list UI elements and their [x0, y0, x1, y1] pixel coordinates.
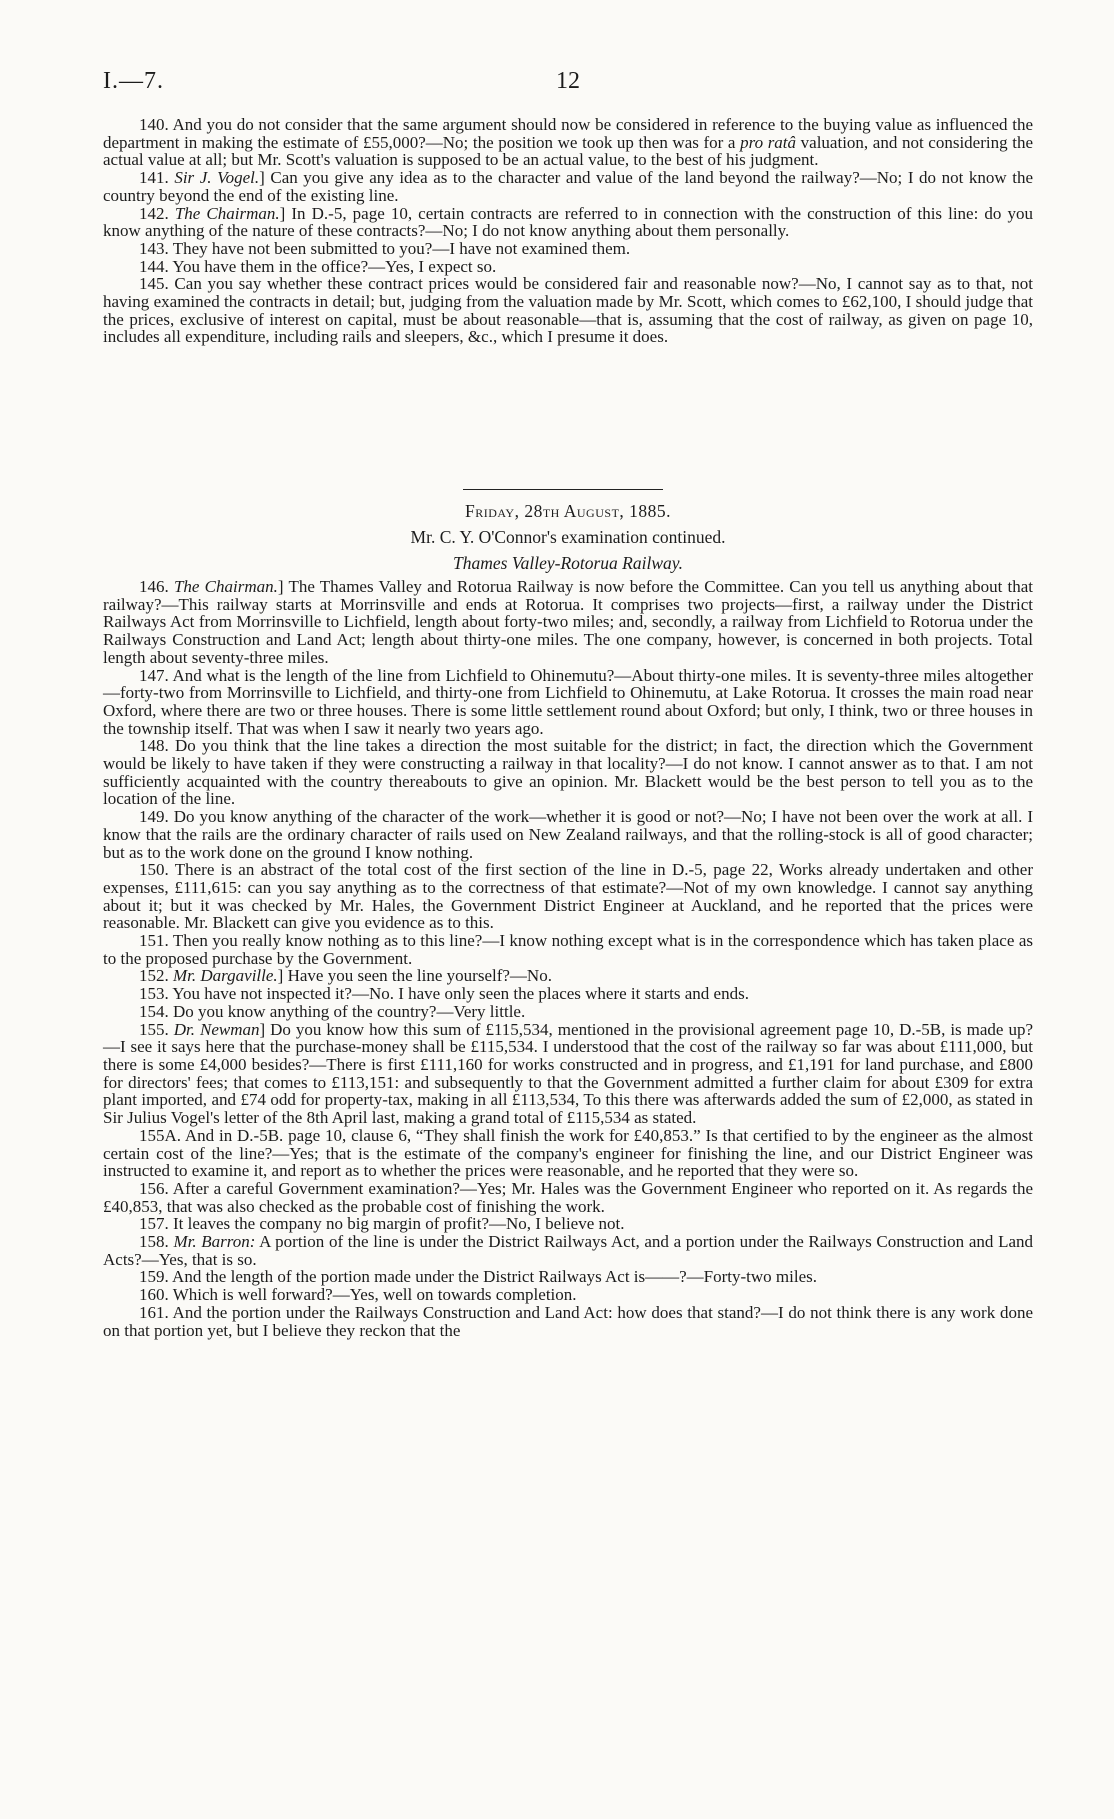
railway-subtitle: Thames Valley-Rotorua Railway.: [453, 553, 683, 573]
sitting-date: Friday, 28th August, 1885.: [464, 501, 672, 521]
paragraph: 141. Sir J. Vogel.] Can you give any idea as to the character and value of the land beyond the railway?—No; I do not know the country beyond the end of the existing line.: [103, 168, 1034, 205]
paragraph: 151. Then you really know nothing as to this line?—I know nothing except what is in the correspondence which has taken place as to the proposed purchase by the Government.: [103, 931, 1033, 968]
evidence-block-1: [103, 116, 1033, 346]
paragraph: 158. Mr. Barron: A portion of the line is under the District Railways Act, and a portion under the Railways Construction and Land Acts?—Yes, that is so.: [103, 1232, 1034, 1269]
paragraph: 145. Can you say whether these contract prices would be considered fair and reasonable now?—No, I cannot say as to that, not having examined the contracts in detail; but, judging from the valuation made by Mr. Scott, which comes to £62,100, I should judge that the prices, exclusive of interest on capital, must be about reasonable—that is, assuming that the cost of railway, as given on page 10, includes all expenditure, including rails and sleepers, &c., which I presume it does.: [103, 274, 1033, 347]
paragraph: 149. Do you know anything of the character of the work—whether it is good or not?—No; I have not been over the work at all. I know that the rails are the ordinary character of rails used on New Zealand railways, and that the rolling-stock is all of good character; but as to the work done on the ground I know nothing.: [103, 807, 1033, 862]
paragraph: 146. The Chairman.] The Thames Valley and Rotorua Railway is now before the Committee. Can you tell us anything about that railway?—This railway starts at Morrinsville and ends at Rotorua. It comprises two projects—first, a railway under the District Railways Act from Morrinsville to Lichfield, length about forty-two miles; and, secondly, a railway from Lichfield to Rotorua under the Railways Construction and Land Act; length about thirty-one miles. The one company, however, is concerned in both projects. Total length about seventy-three miles.: [103, 577, 1034, 667]
paragraph: 155. Dr. Newman] Do you know how this sum of £115,534, mentioned in the provisional agreement page 10, D.-5B, is made up?—I see it says here that the purchase-money shall be £115,534. I understood that the cost of the railway so far was about £111,000, but there is some £4,000 besides?—There is first £111,160 for works constructed and in progress, and £1,191 for land purchase, and £800 for directors' fees; that comes to £113,151: and subsequently to that the Government admitted a further claim for about £309 for extra plant imported, and £74 odd for property-tax, making in all £113,534, To this there was afterwards added the sum of £2,000, as stated in Sir Julius Vogel's letter of the 8th April last, making a grand total of £115,534 as stated.: [103, 1019, 1034, 1128]
paragraph: 142. The Chairman.] In D.-5, page 10, certain contracts are referred to in connection with the construction of this line: do you know anything of the nature of these contracts?—No; I do not know anything about them personally.: [103, 203, 1033, 241]
paragraph: 152. Mr. Dargaville.] Have you seen the line yourself?—No.: [139, 966, 552, 986]
paragraph: 161. And the portion under the Railways Construction and Land Act: how does that stand?—I do not think there is any work done on that portion yet, but I believe they reckon that the: [103, 1302, 1033, 1340]
paragraph: 144. You have them in the office?—Yes, I expect so.: [139, 256, 497, 276]
paragraph: 155A. And in D.-5B. page 10, clause 6, “They shall finish the work for £40,853.” Is that certified to by the engineer as the almost certain cost of the line?—Yes; that is the estimate of the company's engineer for finishing the line, and our District Engineer was instructed to examine it, and report as to whether the prices were reasonable, and he reported that they were so.: [103, 1125, 1033, 1181]
paragraph: 157. It leaves the company no big margin of profit?—No, I believe not.: [139, 1214, 625, 1234]
paragraph: 160. Which is well forward?—Yes, well on towards completion.: [139, 1285, 577, 1305]
paragraph: 154. Do you know anything of the country?—Very little.: [139, 1001, 526, 1021]
paragraph: 147. And what is the length of the line from Lichfield to Ohinemutu?—About thirty-one miles. It is seventy-three miles altogether—forty-two from Morrinsville to Lichfield, and thirty-one from Lichfield to Ohinemutu, at Lake Rotorua. It crosses the main road near Oxford, where there are two or three houses. There is some little settlement round about Oxford; but only, I think, two or three houses in the township itself. That was when I saw it nearly two years ago.: [103, 665, 1033, 738]
evidence-block-2: [103, 578, 1033, 1339]
paragraph: 159. And the length of the portion made under the District Railways Act is——?—Forty-two miles.: [139, 1267, 818, 1287]
paragraph: 153. You have not inspected it?—No. I have only seen the places where it starts and ends.: [139, 984, 749, 1004]
document-reference: I.—7.: [103, 68, 164, 94]
paragraph: 150. There is an abstract of the total cost of the first section of the line in D.-5, page 22, Works already undertaken and other expenses, £111,615: can you say anything as to the correctness of that estimate?—Not of my own knowledge. I cannot say anything about it; but it was checked by Mr. Hales, the Government District Engineer at Auckland, and he reported that the prices were reasonable. Mr. Blackett can give you evidence as to this.: [103, 860, 1033, 933]
section-divider: [463, 489, 663, 490]
paragraph: 148. Do you think that the line takes a direction the most suitable for the district; in fact, the direction which the Government would be likely to have taken if they were constructing a railway in that locality?—I do not know. I cannot answer as to that. I am not sufficiently acquainted with the country thereabouts to give an opinion. Mr. Blackett would be the best person to tell you as to the location of the line.: [103, 736, 1033, 809]
page-header: [103, 68, 1033, 100]
paragraph: 143. They have not been submitted to you?—I have not examined them.: [139, 238, 631, 258]
paragraph: 156. After a careful Government examination?—Yes; Mr. Hales was the Government Engineer who reported on it. As regards the £40,853, that was also checked as the probable cost of finishing the work.: [103, 1178, 1033, 1216]
page-number: 12: [556, 68, 580, 94]
paragraph: 140. And you do not consider that the same argument should now be considered in reference to the buying value as influenced the department in making the estimate of £55,000?—No; the position we took up then was for a pro ratâ valuation, and not considering the actual value at all; but Mr. Scott's valuation is supposed to be an actual value, to the best of his judgment.: [103, 115, 1033, 170]
examination-heading: Mr. C. Y. O'Connor's examination continued.: [410, 527, 726, 547]
